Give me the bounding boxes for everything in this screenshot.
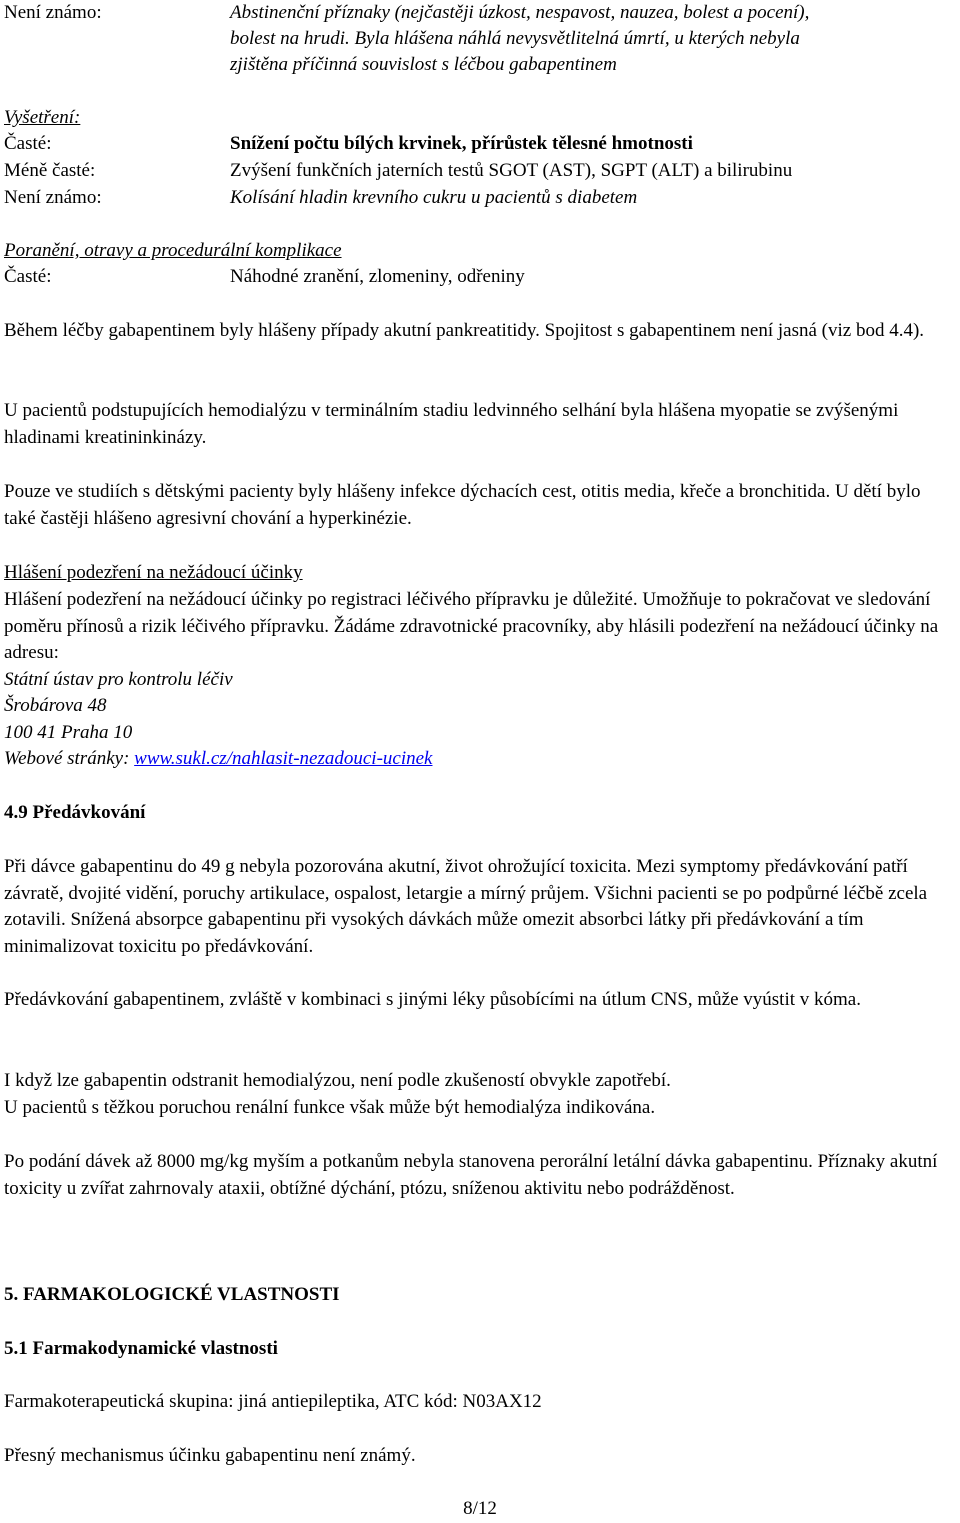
overdose-paragraph-3-line-2: U pacientů s těžkou poruchou renální funkce však může být hemodialýza indikována. [4, 1097, 656, 1118]
reporting-institution: Státní ústav pro kontrolu léčiv [4, 669, 233, 690]
injuries-heading: Poranění, otravy a procedurální komplikace [4, 240, 342, 261]
web-label: Webové stránky: [4, 748, 135, 769]
page-number: 8/12 [463, 1498, 497, 1519]
overdose-paragraph-1: Při dávce gabapentinu do 49 g nebyla pozorována akutní, život ohrožující toxicita. Mezi symptomy předávkování patří závratě, dvojité vidění, poruchy artikulace, ospalost, letargie a mírný průjem. Všichni pacienti se po podpůrné léčbě zcela zotavili. Snížená absorpce gabapentinu při vysokých dávkách může omezit absorbci látky při předávkování a tím minimalizovat toxicitu po předávkování. [4, 856, 928, 957]
investigations-heading: Vyšetření: [4, 107, 81, 128]
investigations-unknown-value: Kolísání hladin krevního cukru u pacientů s diabetem [230, 187, 638, 208]
children-paragraph: Pouze ve studiích s dětskými pacienty byly hlášeny infekce dýchacích cest, otitis media, křeče a bronchitida. U dětí bylo také častěji hlášeno agresivní chování a hyperkinézie. [4, 481, 921, 529]
reporting-city: 100 41 Praha 10 [4, 722, 133, 743]
pancreatitis-paragraph: Během léčby gabapentinem byly hlášeny případy akutní pankreatitidy. Spojitost s gabapentinem není jasná (viz bod 4.4). [4, 320, 925, 341]
reporting-heading: Hlášení podezření na nežádoucí účinky [4, 562, 303, 583]
web-link[interactable]: www.sukl.cz/nahlasit-nezadouci-ucinek [134, 748, 433, 769]
withdrawal-text-line-3: zjištěna příčinná souvislost s léčbou gabapentinem [230, 54, 617, 75]
reporting-street: Šrobárova 48 [4, 695, 107, 716]
mechanism-statement: Přesný mechanismus účinku gabapentinu není známý. [4, 1445, 416, 1466]
section-5-1-heading: 5.1 Farmakodynamické vlastnosti [4, 1338, 278, 1359]
investigations-common-value: Snížení počtu bílých krvinek, přírůstek tělesné hmotnosti [230, 133, 693, 154]
pharmacotherapeutic-group: Farmakoterapeutická skupina: jiná antiepileptika, ATC kód: N03AX12 [4, 1391, 542, 1412]
frequency-label-unknown-2: Není známo: [4, 187, 102, 208]
frequency-label-common-2: Časté: [4, 266, 52, 287]
section-5-heading: 5. FARMAKOLOGICKÉ VLASTNOSTI [4, 1284, 340, 1305]
injuries-common-value: Náhodné zranění, zlomeniny, odřeniny [230, 266, 525, 287]
overdose-paragraph-2: Předávkování gabapentinem, zvláště v kombinaci s jinými léky působícími na útlum CNS, může vyústit v kóma. [4, 989, 861, 1010]
withdrawal-text-line-1: Abstinenční příznaky (nejčastěji úzkost, nespavost, nauzea, bolest a pocení), [230, 2, 810, 23]
reporting-web-line [4, 746, 432, 773]
hemodialysis-paragraph: U pacientů podstupujících hemodialýzu v terminálním stadiu ledvinného selhání byla hlášena myopatie se zvýšenými hladinami kreatininkinázy. [4, 400, 899, 448]
overdose-paragraph-4: Po podání dávek až 8000 mg/kg myším a potkanům nebyla stanovena perorální letální dávka gabapentinu. Příznaky akutní toxicity u zvířat zahrnovaly ataxii, obtížné dýchání, ptózu, sníženou aktivitu nebo podrážděnost. [4, 1151, 938, 1199]
overdose-paragraph-3-line-1: I když lze gabapentin odstranit hemodialýzou, není podle zkušeností obvykle zapotřebí. [4, 1070, 671, 1091]
withdrawal-text-line-2: bolest na hrudi. Byla hlášena náhlá nevysvětlitelná úmrtí, u kterých nebyla [230, 28, 800, 49]
reporting-paragraph: Hlášení podezření na nežádoucí účinky po registraci léčivého přípravku je důležité. Umožňuje to pokračovat ve sledování poměru přínosů a rizik léčivého přípravku. Žádáme zdravotnické pracovníky, aby hlásili podezření na nežádoucí účinky na adresu: [4, 589, 939, 663]
frequency-label-uncommon: Méně časté: [4, 160, 96, 181]
investigations-uncommon-value: Zvýšení funkčních jaterních testů SGOT (AST), SGPT (ALT) a bilirubinu [230, 160, 793, 181]
frequency-label-common: Časté: [4, 133, 52, 154]
overdose-heading: 4.9 Předávkování [4, 802, 146, 823]
frequency-label-unknown: Není známo: [4, 2, 102, 23]
